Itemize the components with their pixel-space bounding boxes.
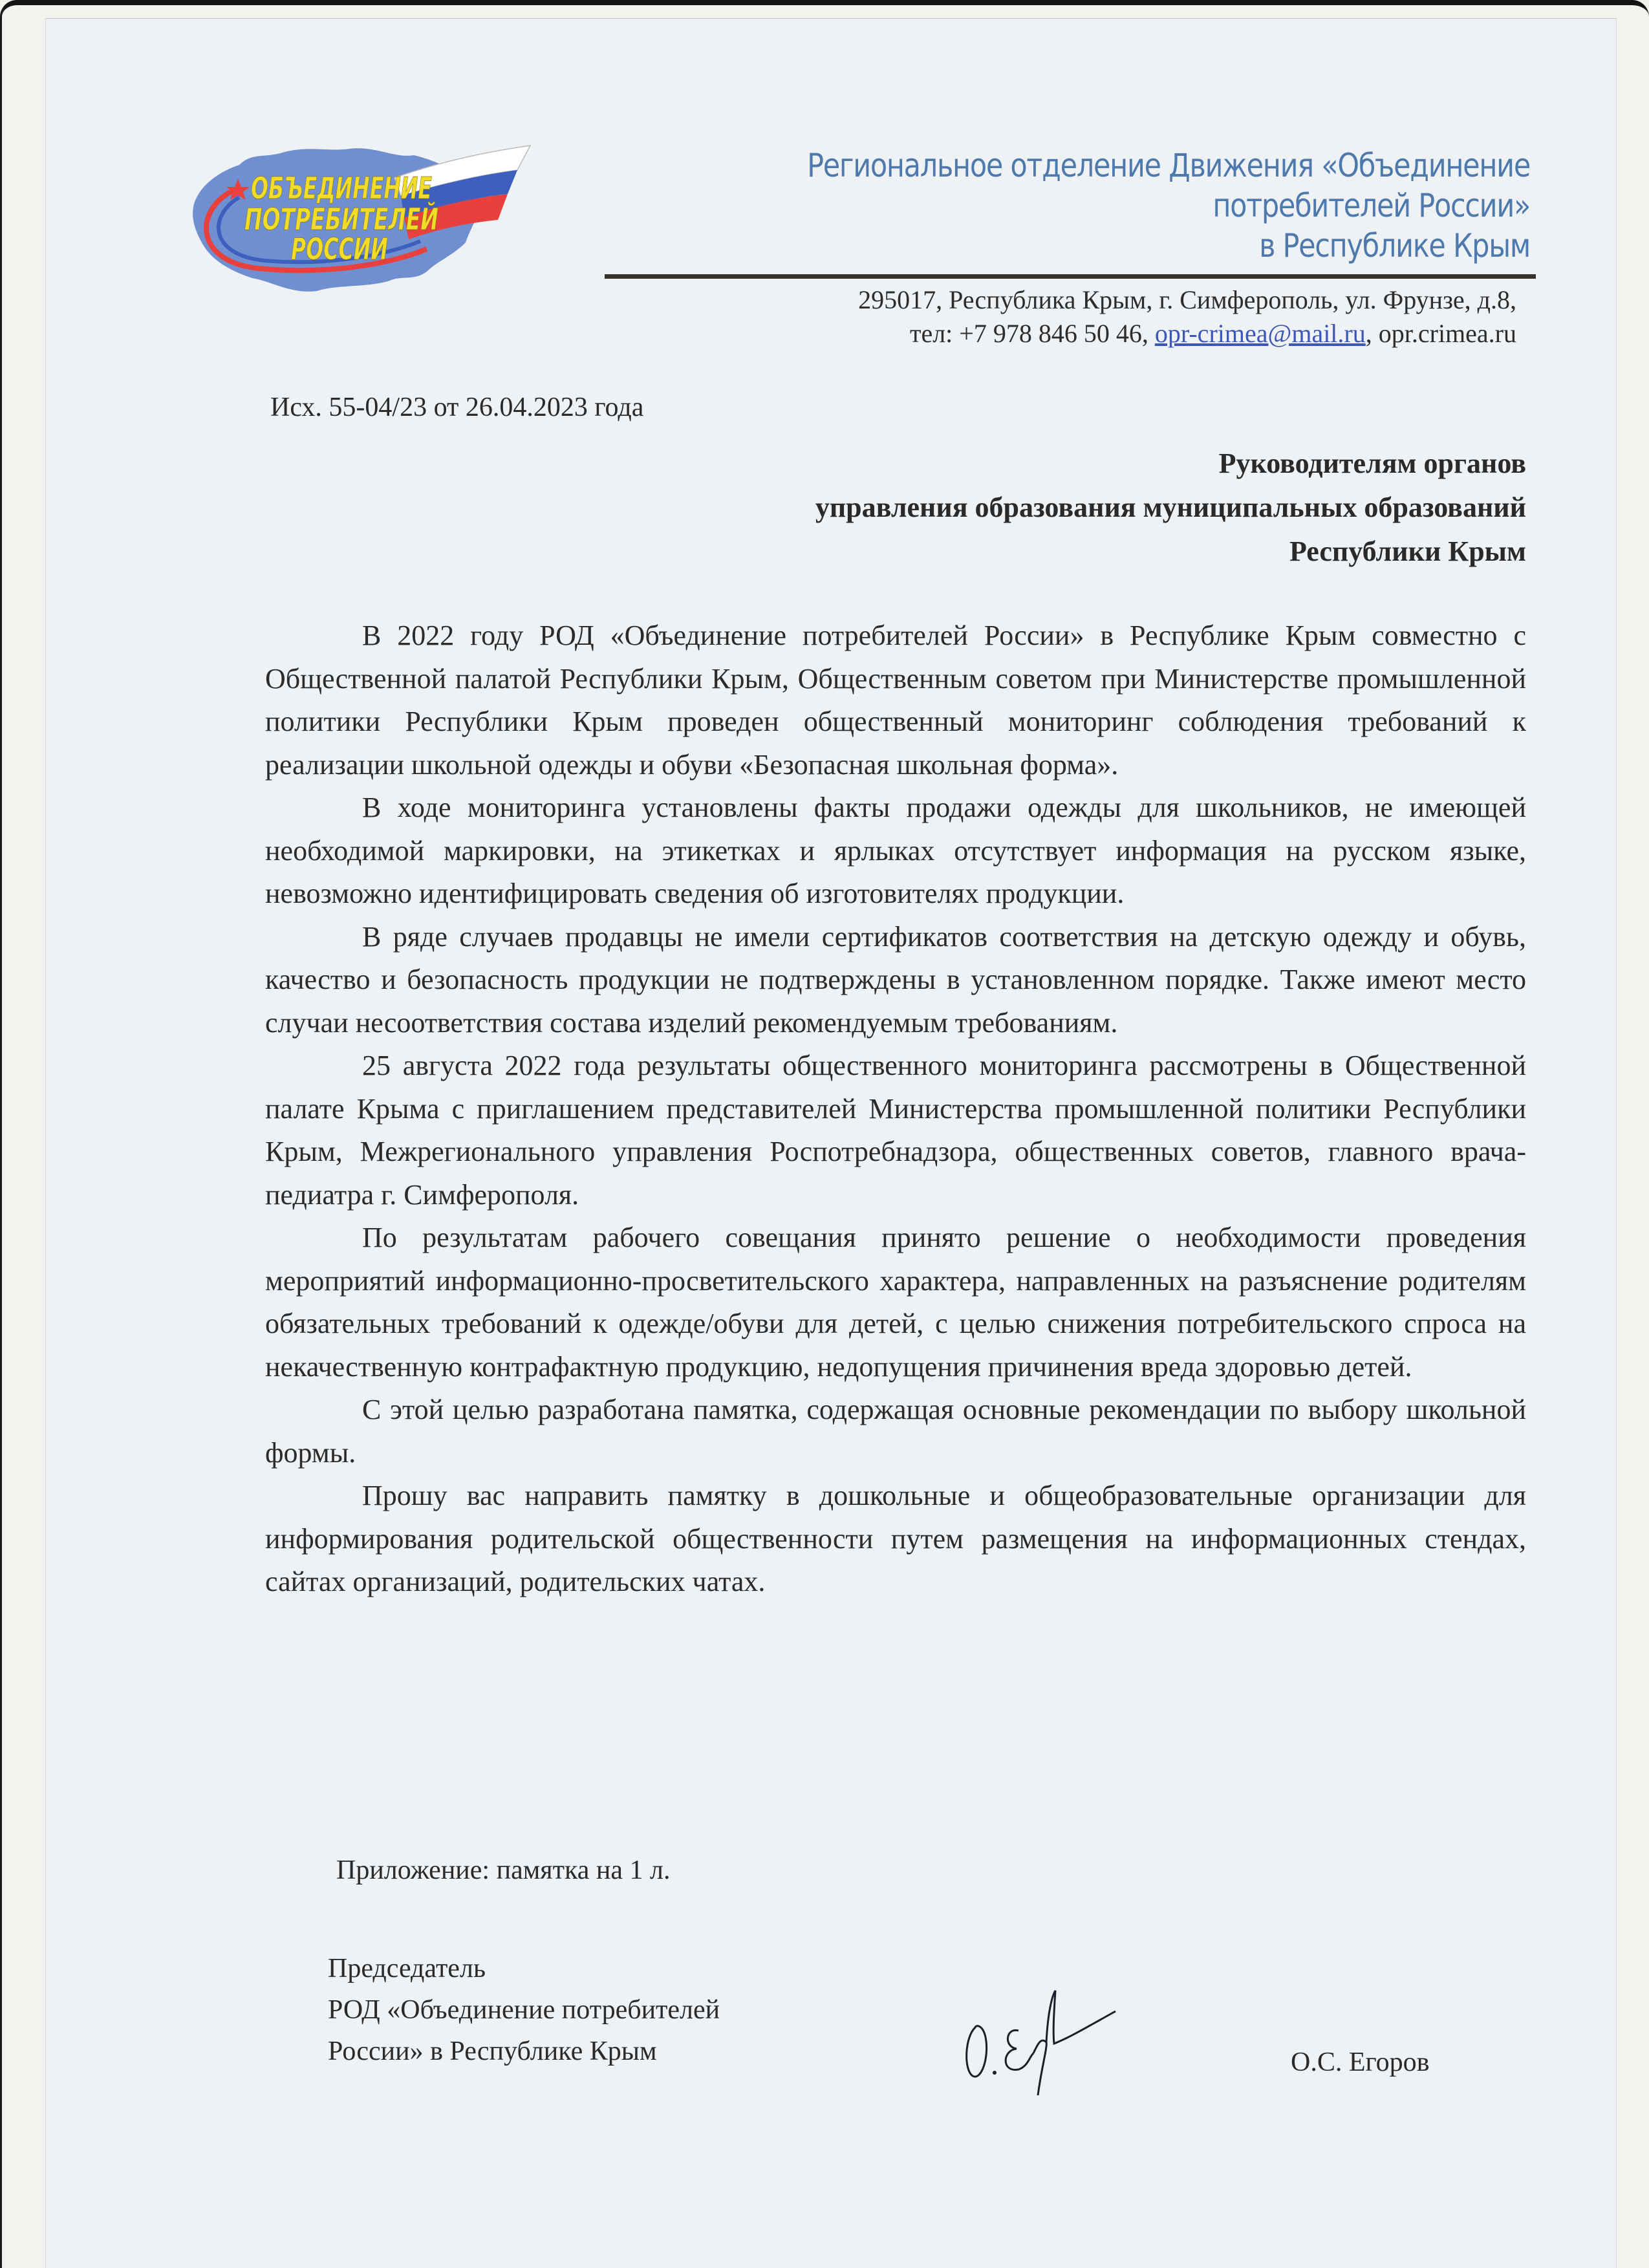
- body-paragraph: В ходе мониторинга установлены факты продажи одежды для школьников, не имеющей необходимой маркировки, на этикетках и ярлыках отсутствует информация на русском языке, невозможно идентифицировать сведения об изготовителях продукции.: [265, 792, 1526, 909]
- signer-name: О.С. Егоров: [1291, 2047, 1430, 2077]
- website: , opr.crimea.ru: [1365, 319, 1516, 348]
- letter-body: [265, 614, 1526, 1604]
- logo-text-line-2: ПОТРЕБИТЕЛЕЙ: [244, 202, 438, 237]
- logo-text-line-3: РОССИИ: [291, 232, 388, 266]
- body-paragraph: 25 августа 2022 года результаты общественного мониторинга рассмотрены в Общественной палате Крыма с приглашением представителей Министерства промышленной политики Республики Крым, Межрегионального управления Роспотребнадзора, общественных советов, главного врача-педиатра г. Симферополя.: [265, 1050, 1526, 1211]
- contact-line: [546, 317, 1516, 351]
- body-paragraph: Прошу вас направить памятку в дошкольные и общеобразовательные организации для информирования родительской общественности путем размещения на информационных стендах, сайтах организаций, родительских чатах.: [265, 1480, 1526, 1597]
- signer-title: [328, 1948, 720, 2072]
- signer-title-line: России» в Республике Крым: [328, 2036, 657, 2066]
- addressee-line: Республики Крым: [1289, 535, 1526, 567]
- organization-name-line: потребителей России»: [1212, 187, 1530, 224]
- signature-icon: [957, 1966, 1138, 2102]
- postal-address: 295017, Республика Крым, г. Симферополь, ул. Фрунзе, д.8,: [858, 285, 1516, 314]
- handwritten-signature: [957, 1966, 1138, 2102]
- body-paragraph: По результатам рабочего совещания принято решение о необходимости проведения мероприятий информационно-просветительского характера, направленных на разъяснение родителям обязательных требований к одежде/обуви для детей, с целью снижения потребительского спроса на некачественную контрафактную продукцию, недопущения причинения вреда здоровью детей.: [265, 1222, 1526, 1383]
- addressee: [427, 442, 1526, 574]
- organization-name-line: Региональное отделение Движения «Объединение: [807, 147, 1530, 184]
- addressee-line: Руководителям органов: [1218, 448, 1526, 479]
- signer-title-line: Председатель: [328, 1954, 486, 1983]
- body-paragraph: В ряде случаев продавцы не имели сертификатов соответствия на детскую одежду и обувь, качество и безопасность продукции не подтверждены в установленном порядке. Также имеют место случаи несоответствия состава изделий рекомендуемым требованиям.: [265, 920, 1526, 1039]
- logo-text-line-1: ОБЪЕДИНЕНИЕ: [251, 171, 432, 206]
- addressee-line: управления образования муниципальных образований: [815, 491, 1526, 523]
- organization-name: [724, 146, 1530, 266]
- outgoing-reference: Исх. 55-04/23 от 26.04.2023 года: [270, 393, 644, 422]
- body-paragraph: С этой целью разработана памятка, содержащая основные рекомендации по выбору школьной формы.: [265, 1394, 1526, 1469]
- phone-number: тел: +7 978 846 50 46,: [909, 319, 1155, 348]
- appendix-note: Приложение: памятка на 1 л.: [336, 1855, 671, 1885]
- organization-logo: [181, 133, 588, 301]
- contact-info: [546, 283, 1516, 351]
- header-divider: [605, 274, 1536, 279]
- organization-name-line: в Республике Крым: [1259, 227, 1530, 265]
- logo-graphic: [181, 133, 588, 301]
- body-paragraph: В 2022 году РОД «Объединение потребителей России» в Республике Крым совместно с Общественной палатой Республики Крым, Общественным советом при Министерстве промышленной политики Республики Крым проведен общественный мониторинг соблюдения требований к реализации школьной одежды и обуви «Безопасная школьная форма».: [265, 620, 1526, 781]
- signer-title-line: РОД «Объединение потребителей: [328, 1995, 720, 2025]
- email-link[interactable]: opr-crimea@mail.ru: [1154, 319, 1366, 348]
